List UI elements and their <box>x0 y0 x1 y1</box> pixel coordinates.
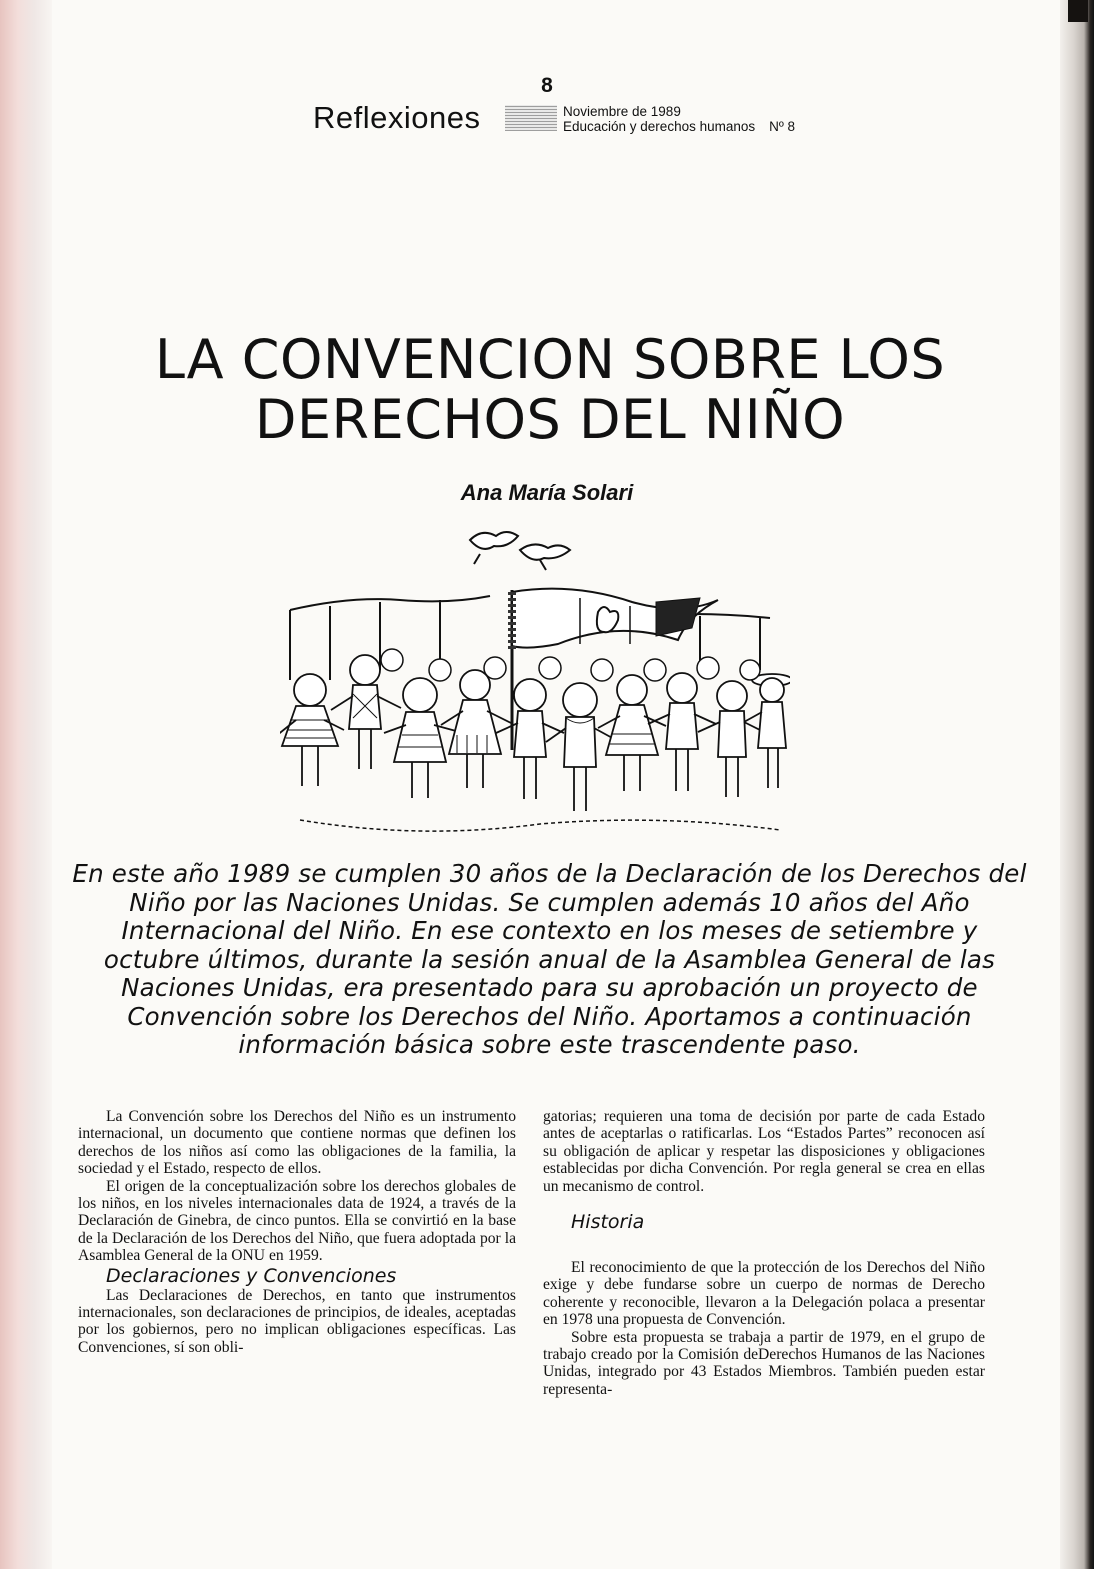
body-column-right <box>543 1108 985 1398</box>
title-line-1: LA CONVENCION SOBRE LOS <box>154 328 946 391</box>
article-title <box>60 330 1040 450</box>
publication-name: Reflexiones <box>313 100 481 135</box>
body-paragraph: gatorias; requieren una toma de decisión por parte de cada Estado antes de aceptarlas o ratificarlas. Los “Estados Partes” reconocen así su obligación de aplicar y respetar las disposiciones y obligaciones establecidas por dicha Convención. Por regla general se crea en ellas un mecanismo de control. <box>543 1108 985 1195</box>
body-paragraph: El reconocimiento de que la protección de los Derechos del Niño exige y debe fundarse sobre un cuerpo de normas de Derecho coherente y reconocible, llevaron a la Delegación polaca a presentar en 1978 una propuesta de Convención. <box>543 1259 985 1329</box>
body-paragraph: El origen de la conceptualización sobre los derechos globales de los niños, en los niveles internacionales data de 1924, a través de la Declaración de Ginebra, de cinco puntos. Ella se convirtió en la base de la Declaración de los Derechos del Niño, que fuera adoptada por la Asamblea General de la ONU en 1959. <box>78 1177 516 1265</box>
page-number: 8 <box>541 74 553 97</box>
body-paragraph: La Convención sobre los Derechos del Niño es un instrumento internacional, un documento que contiene normas que definen los derechos de los niños así como las obligaciones de la familia, la sociedad y el Estado, respecto de ellos. <box>78 1108 516 1178</box>
scan-right-edge <box>1060 0 1094 1569</box>
issue-topic: Educación y derechos humanos <box>563 119 756 134</box>
doves-icon <box>470 532 570 570</box>
scan-left-edge <box>0 0 52 1569</box>
issue-date: Noviembre de 1989 <box>563 104 681 119</box>
article-author: Ana María Solari <box>460 480 634 505</box>
body-paragraph: Sobre esta propuesta se trabaja a partir de 1979, en el grupo de trabajo creado por la Comisión deDerechos Humanos de las Naciones Unidas, integrado por 43 Estados Miembros. También pueden estar representa- <box>543 1328 985 1398</box>
header-hatch-block <box>505 105 557 131</box>
scan-corner-shadow <box>1068 0 1088 22</box>
children-drawing-illustration <box>280 520 790 850</box>
issue-number: Nº 8 <box>769 119 796 134</box>
title-line-2: DERECHOS DEL NIÑO <box>254 388 846 451</box>
issue-topic-line <box>563 119 795 134</box>
section-heading-declaraciones: Declaraciones y Convenciones <box>106 1264 397 1287</box>
children-row <box>280 649 790 811</box>
body-column-left <box>78 1108 516 1356</box>
article-lead: En este año 1989 se cumplen 30 años de la Declaración de los Derechos del Niño por las Naciones Unidas. Se cumplen además 10 años del Año Internacional del Niño. En ese contexto en los meses de setiembre y octubre últimos, durante la sesión anual de la Asamblea General de las Naciones Unidas, era presentado para su aprobación un proyecto de Convención sobre los Derechos del Niño. Aportamos a continuación información básica sobre este trascendente paso. <box>72 859 1027 1059</box>
ground-line <box>300 820 780 831</box>
body-paragraph: Las Declaraciones de Derechos, en tanto que instrumentos internacionales, son declaraciones de principios, de ideales, aceptadas por los gobiernos, pero no implican obligaciones específicas. Las Convenciones, sí son obli- <box>78 1286 516 1356</box>
issue-info <box>563 104 795 134</box>
section-heading-historia: Historia <box>571 1211 645 1234</box>
